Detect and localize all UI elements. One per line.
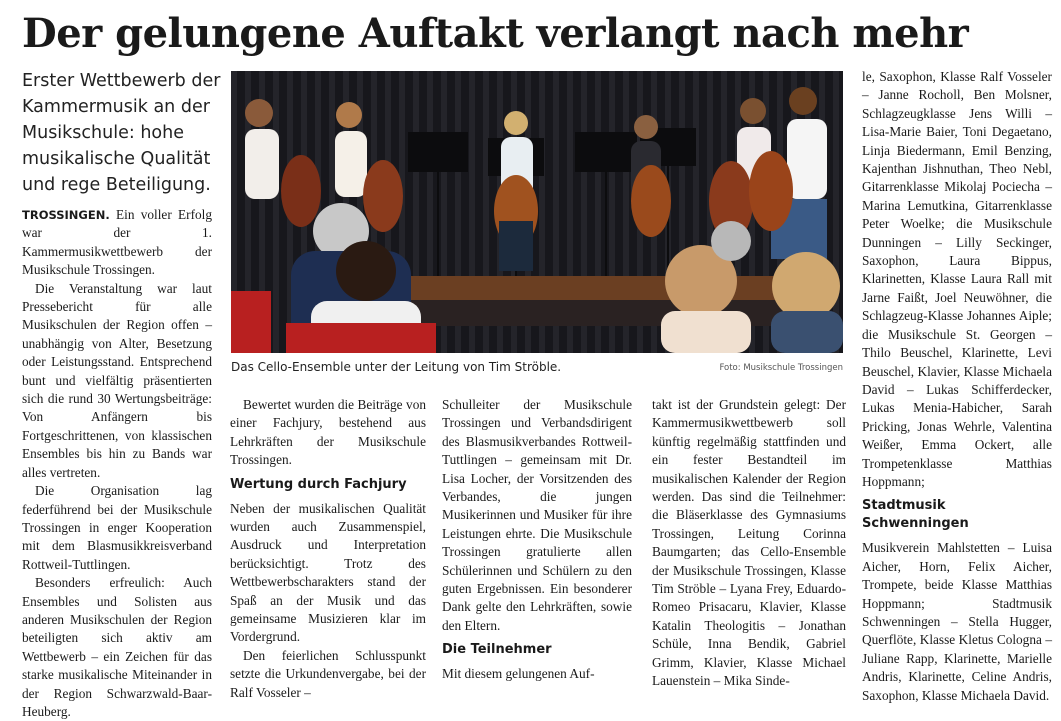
paragraph: Bewertet wurden die Beiträge von einer Fachjury, bestehend aus Lehrkräften der Musikschule Trossingen.	[230, 397, 426, 468]
photo-caption: Das Cello-Ensemble unter der Leitung von Tim Ströble.	[231, 360, 562, 374]
article-column-5	[862, 68, 1052, 705]
photo-credit: Foto: Musikschule Trossingen	[719, 363, 843, 373]
subheading: Die Teilnehmer	[442, 642, 552, 658]
article-column-2	[230, 396, 426, 702]
paragraph: Die Organisation lag federführend bei der Musikschule Trossingen in enger Kooperation mit dem Blasmusikkreisverband Rottweil-Tuttlingen.	[22, 483, 212, 572]
paragraph	[22, 206, 212, 280]
article-column-4	[652, 396, 846, 691]
paragraph: Besonders erfreulich: Auch Ensembles und Solisten aus anderen Musikschulen der Region beteiligten sich aktiv am Wettbewerb – ein Zeichen für das starke musikalische Miteinander in der Region Schwarzwald-Baar-Heuberg.	[22, 575, 212, 719]
cello-ensemble-photo	[231, 71, 843, 353]
photo-caption-bar	[231, 360, 843, 380]
article-column-3	[442, 396, 632, 684]
paragraph: Mit diesem gelungenen Auf-	[442, 666, 595, 682]
paragraph: le, Saxophon, Klasse Ralf Vosseler – Janne Rocholl, Ben Molsner, Schlagzeugklasse Jens Willi – Lisa-Marie Baier, Toni Degaetano, Linja Biedermann, Emil Benzing, Kajenthan Jishnuthan, Theo Nebl, Gitarrenklasse Mikolaj Pociecha – Marina Lemutkina, Gitarrenklasse Peter Woelke; die Musikschule Dunningen – Lilly Seckinger, Saxophon, Laura Bippus, Klarinetten, Klasse Laura Rall mit Jarne Faißt, Joel Neuwöhner, die Schlagzeug-Klasse Johannes Aiple; die Musikschule St. Georgen – Thilo Beuschel, Klarinette, Levi Beuschel, Klavier, Klasse Michaela David – Lukas Schifferdecker, Lukas Menia-Habicher, Sarah Pricking, Jonas Wehrle, Valentina Weißer, Emma Ockert, alle Trompetenklasse Matthias Hoppmann;	[862, 69, 1052, 489]
article-column-1	[22, 206, 212, 721]
paragraph: Den feierlichen Schlusspunkt setzte die Urkundenvergabe, bei der Ralf Vosseler –	[230, 647, 426, 700]
subheading: Wertung durch Fachjury	[230, 476, 407, 492]
paragraph: Neben der musikalischen Qualität wurden auch Zusammenspiel, Ausdruck und Interpretation berücksichtigt. Trotz des Wettbewerbscharakters stand der Spaß an der Musik und das gemeinsame Musizieren klar im Vordergrund.	[230, 500, 426, 645]
subheadline: Erster Wettbewerb der Kammermusik an der Musikschule: hohe musikalische Qualität und rege Beteiligung.	[22, 71, 221, 195]
paragraph: takt ist der Grundstein gelegt: Der Kammermusikwettbewerb soll künftig regelmäßig stattfinden und ein fester Bestandteil im musikalischen Kalender der Region werden. Das sind die Teilnehmer: die Bläserklasse des Gymnasiums Trossingen, Leitung Corinna Baumgarten; das Cello-Ensemble der Musikschule Trossingen, Klasse Tim Ströble – Lyana Frey, Eduardo-Romeo Prisacaru, Klavier, Klasse Katalin Theologitis – Jonathan Schüle, Inna Bendik, Gabriel Grimm, Klavier, Klasse Michael Lauenstein – Mika Sinde-	[652, 397, 846, 689]
paragraph: Schulleiter der Musikschule Trossingen und Verbandsdirigent des Blasmusikverbandes Rottweil-Tuttlingen – gemeinsam mit Dr. Lisa Locher, der Vorsitzenden des Verbandes, die jungen Musikerinnen und Musiker für ihre Leistungen ehrte. Die Musikschule Trossingen gratulierte allen Schülerinnen und Schülern zu den guten Ergebnissen. Ein besonderer Dank gelte den Lehrkräften, sowie den Eltern.	[442, 397, 632, 633]
paragraph: Die Veranstaltung war laut Pressebericht für alle Musikschulen der Region offen – unabhängig von Alter, Besetzung oder Leistungsstand. Entsprechend bunt und vielfältig präsentierten sich die rund 30 Wertungsbeiträge: Von Anfängern bis Fortgeschrittenen, von klassischen Ensembles bis hin zu Bands war alles vertreten.	[22, 280, 212, 480]
paragraph: Musikverein Mahlstetten – Luisa Aicher, Horn, Felix Aicher, Trompete, beide Klasse Matthias Hoppmann; Stadtmusik Schwenningen – Stella Hugger, Querflöte, Klasse Kletus Cologna – Juliane Rapp, Klarinette, Marielle Andris, Klarinette, Celine Andris, Saxophon, Klasse Michaela David.	[862, 540, 1052, 703]
dateline: TROSSINGEN.	[22, 208, 110, 222]
headline: Der gelungene Auftakt verlangt nach mehr	[22, 10, 969, 57]
paragraph-text: Ein voller Erfolg war der 1. Kammermusikwettbewerb der Musikschule Trossingen.	[22, 207, 212, 278]
subheading: Stadtmusik Schwenningen	[862, 498, 969, 532]
